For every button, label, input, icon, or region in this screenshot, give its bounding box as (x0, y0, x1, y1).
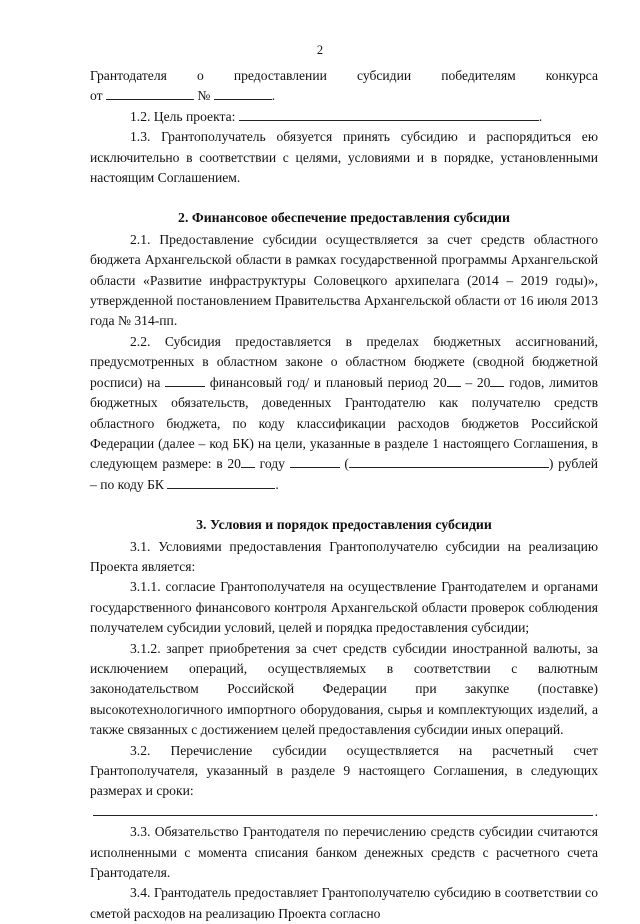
p22-part-e: году (259, 456, 285, 472)
paragraph-3-1-2: 3.1.2. запрет приобретения за счет средств субсидии иностранной валюты, за исключением операций, осуществляемых в соответствии с валютным законодательством Российской Федерации при закупке (поставке) высокотехнологичного импортного оборудования, сырья и комплектующих изделий, а также связанных с достижением целей предоставления субсидии иных операций. (90, 640, 598, 738)
paragraph-2-2 (90, 332, 598, 495)
paragraph-3-3: 3.3. Обязательство Грантодателя по перечислению средств субсидии считаются исполненными с момента списания банком денежных средств с расчетного счета Грантодателя. (90, 824, 598, 881)
amount-blank (290, 454, 340, 468)
p22-part-b: финансовый год/ и плановый период 20 (209, 374, 447, 390)
paragraph-3-2: 3.2. Перечисление субсидии осуществляется на расчетный счет Грантополучателя, указанный в разделе 9 настоящего Соглашения, в следующих размерах и сроки: (90, 742, 598, 799)
p22-part-h: . (275, 476, 279, 492)
year-start-blank (447, 373, 461, 387)
bk-code-blank (167, 475, 275, 489)
ot-label: от (90, 88, 103, 104)
intro-text: Грантодателя о предоставлении субсидии победителям конкурса (90, 68, 598, 83)
p22-part-a: 2.2. Субсидия предоставляется в пределах бюджетных ассигнований, предусмотренных в областном законе о областном бюджете (сводной бюджетной росписи) на (90, 333, 598, 390)
goal-blank (239, 107, 539, 121)
goal-line (90, 107, 598, 127)
schedule-dot: . (594, 803, 598, 819)
year-end-blank (490, 373, 504, 387)
intro-line (90, 66, 598, 86)
goal-label: 1.2. Цель проекта: (130, 108, 236, 124)
schedule-blank (93, 802, 593, 816)
year-blank (165, 373, 205, 387)
number-sign: № (197, 88, 211, 104)
p22-part-c: – 20 (465, 374, 491, 390)
intro-dot: . (271, 88, 276, 104)
section-3-heading: 3. Условия и порядок предоставления субсидии (196, 517, 492, 533)
intro-date-line (90, 86, 598, 106)
size-year-blank (241, 454, 255, 468)
paragraph-3-1-1: 3.1.1. согласие Грантополучателя на осуществление Грантодателем и органами государственного финансового контроля Архангельской области проверок соблюдения получателем субсидии условий, целей и порядка предоставления субсидии; (90, 579, 598, 636)
date-blank (106, 86, 194, 100)
section-2-heading: 2. Финансовое обеспечение предоставления субсидии (178, 210, 510, 226)
paragraph-3-4: 3.4. Грантодатель предоставляет Грантополучателю субсидию в соответствии со сметой расходов на реализацию Проекта согласно (90, 885, 598, 921)
p22-part-d: годов, лимитов бюджетных обязательств, доведенных Грантодателю как получателю средств областного бюджета, по коду классификации расходов бюджетов Российской Федерации (далее – код БК) на цели, указанные в разделе 1 настоящего Соглашения, в следующем размере: в 20 (90, 374, 598, 472)
number-blank (214, 86, 272, 100)
paragraph-2-1: 2.1. Предоставление субсидии осуществляется за счет средств областного бюджета Архангельской области в рамках государственной программы Архангельской области «Развитие инфраструктуры Соловецкого архипелага (2014 – 2019 годы)», утвержденной постановлением Правительства Архангельской области от 16 июля 2013 года № 314-пп. (90, 231, 598, 329)
paragraph-1-3: 1.3. Грантополучатель обязуется принять субсидию и распорядиться ею исключительно в соответствии с целями, условиями и в порядке, установленными настоящим Соглашением. (90, 129, 598, 186)
p22-part-f: ( (344, 456, 349, 472)
page-number: 2 (316, 43, 324, 57)
paragraph-3-1: 3.1. Условиями предоставления Грантополучателю субсидии на реализацию Проекта является: (90, 538, 598, 574)
p22-part-g: ) рублей – по коду БК (90, 456, 598, 492)
amount-words-blank (349, 454, 549, 468)
schedule-blank-line (90, 802, 598, 822)
document-body (90, 66, 598, 924)
goal-dot: . (538, 108, 543, 124)
